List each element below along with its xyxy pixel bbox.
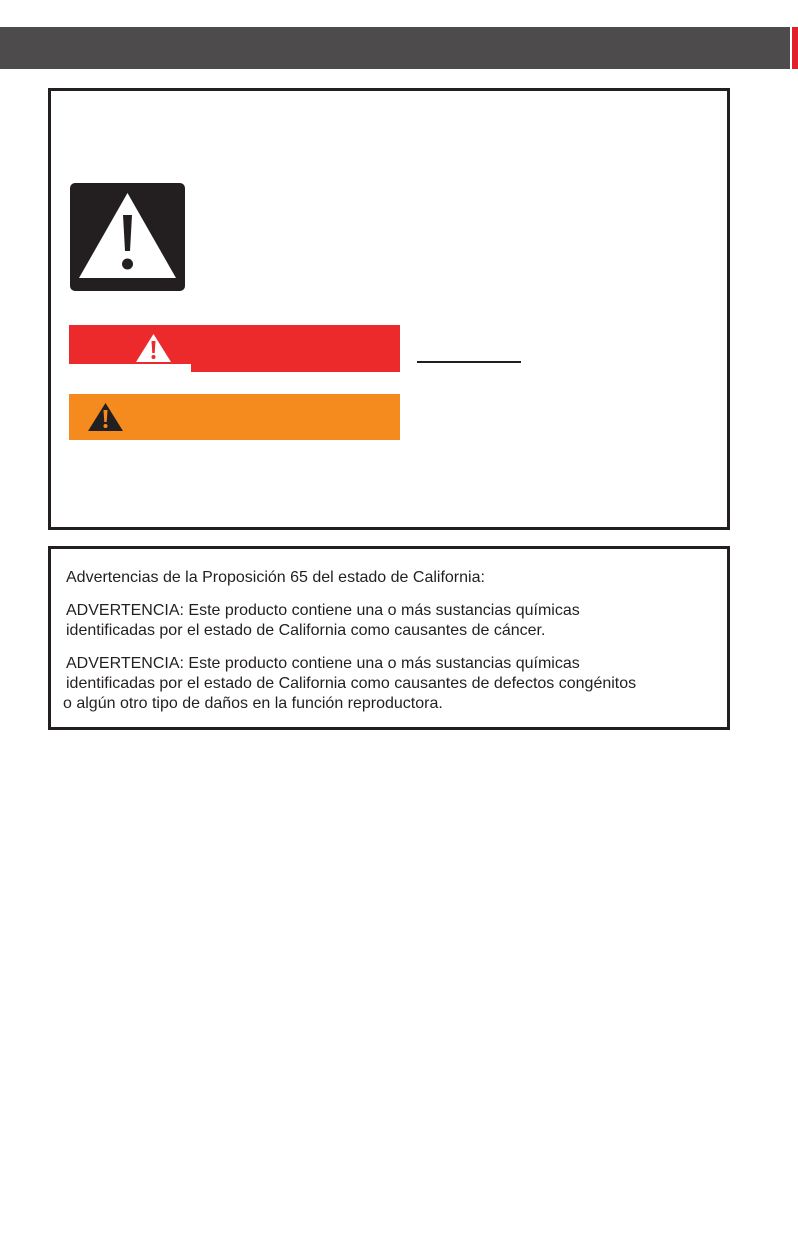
prop65-warning-cancer xyxy=(66,601,580,641)
prop65-warning-reproductive-line-3: o algún otro tipo de daños en la función reproductora. xyxy=(63,695,443,712)
safety-section-box xyxy=(48,88,730,530)
header-accent-red xyxy=(792,27,798,69)
underline-rule xyxy=(417,361,521,363)
safety-alert-icon xyxy=(70,183,185,291)
prop65-warning-reproductive-line-1: ADVERTENCIA: Este producto contiene una o más sustancias químicas xyxy=(66,655,580,672)
prop65-warning-reproductive-line-2: identificadas por el estado de California como causantes de defectos congénitos xyxy=(66,675,637,692)
prop65-title: Advertencias de la Proposición 65 del estado de California: xyxy=(66,569,485,586)
warning-alert-icon xyxy=(87,402,124,432)
prop65-warning-cancer-line-2: identificadas por el estado de California como causantes de cáncer. xyxy=(66,622,546,639)
prop65-warning-reproductive xyxy=(63,654,637,714)
danger-warning-icon xyxy=(135,333,172,363)
header-bar xyxy=(0,27,790,69)
prop65-warning-cancer-line-1: ADVERTENCIA: Este producto contiene una o más sustancias químicas xyxy=(66,602,580,619)
danger-signal-notch xyxy=(69,364,191,372)
